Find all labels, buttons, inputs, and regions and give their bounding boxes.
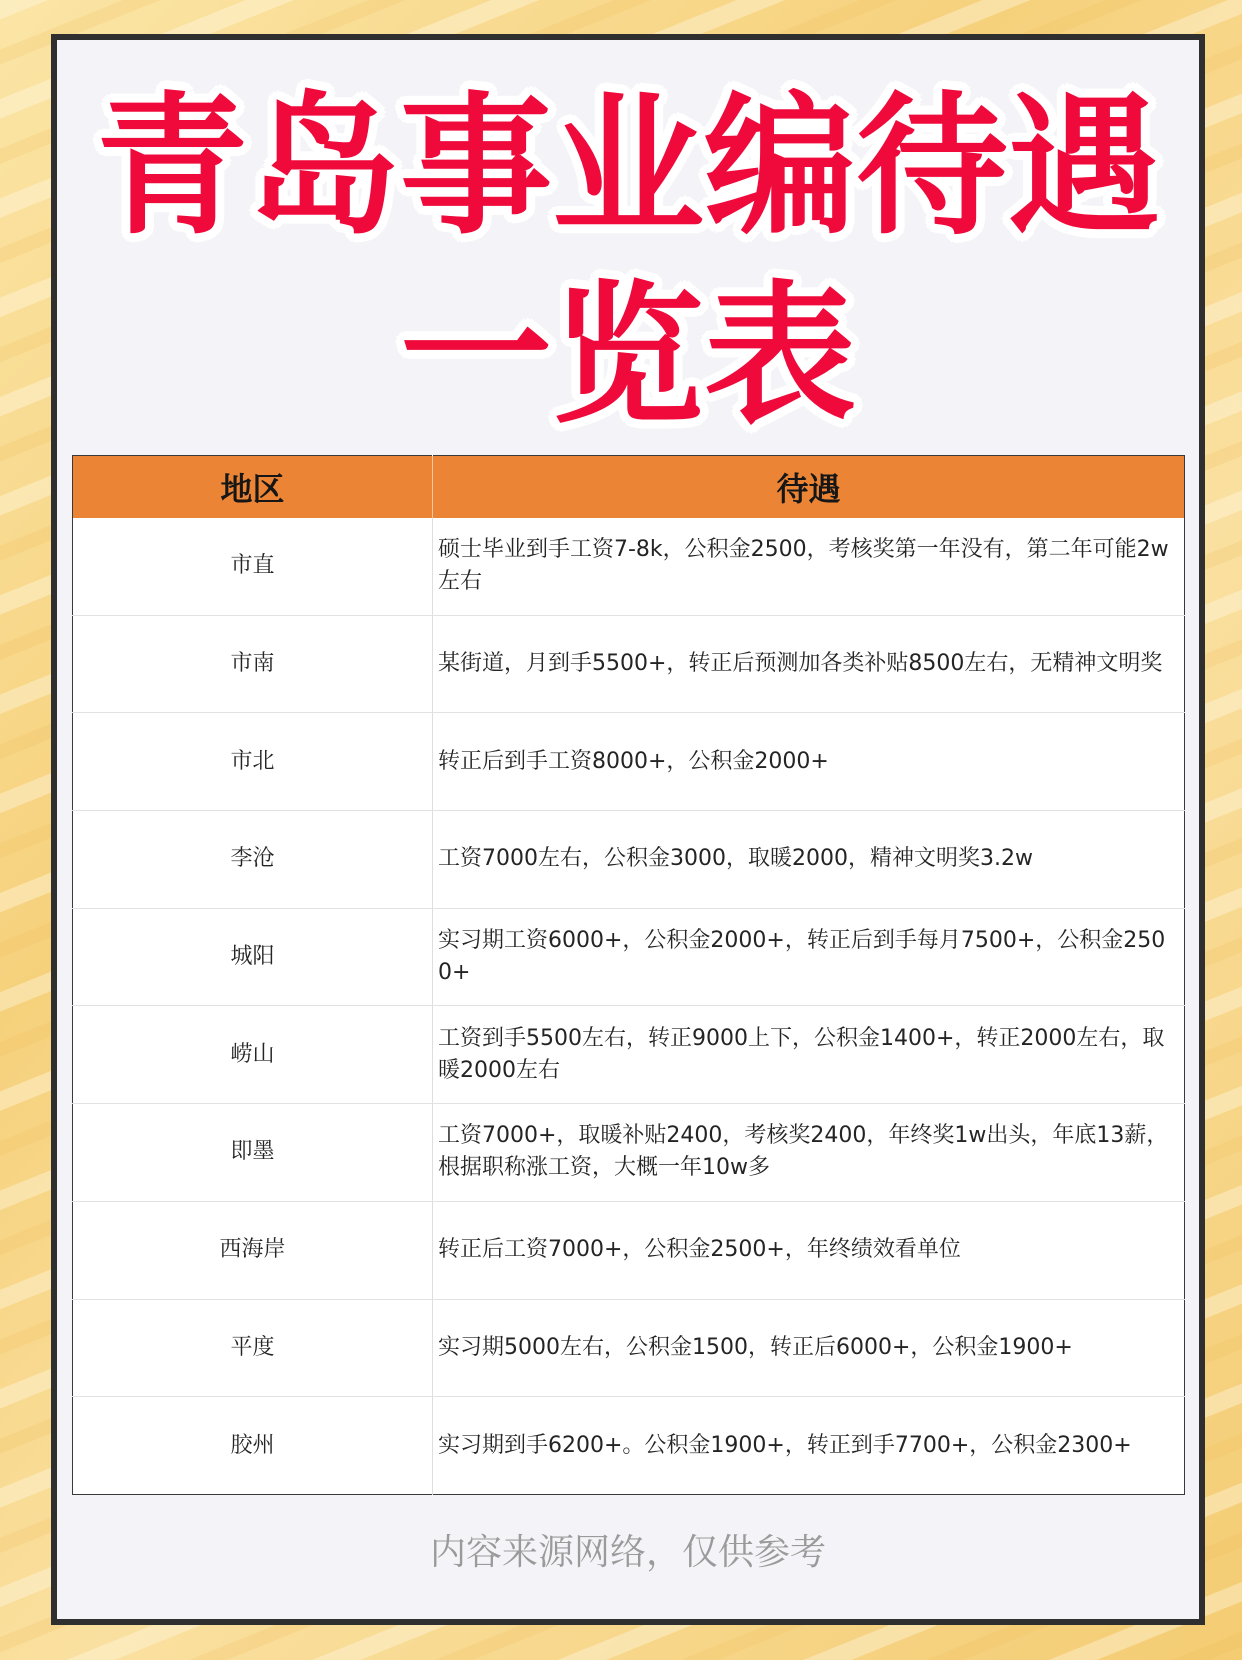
benefits-cell: 工资到手5500左右，转正9000上下，公积金1400+，转正2000左右，取暖2000左右: [433, 1006, 1185, 1104]
benefits-cell: 实习期工资6000+，公积金2000+，转正后到手每月7500+，公积金2500+: [433, 908, 1185, 1006]
region-cell: 崂山: [73, 1006, 433, 1104]
region-cell: 市南: [73, 615, 433, 713]
region-cell: 城阳: [73, 908, 433, 1006]
benefits-cell: 实习期到手6200+。公积金1900+，转正到手7700+，公积金2300+: [438, 1432, 1132, 1458]
table-row: [73, 908, 1185, 1006]
region-cell: 市直: [73, 518, 433, 615]
table-row: [73, 518, 1185, 615]
region-cell: 西海岸: [73, 1201, 433, 1299]
title-line-2: 一览表: [400, 267, 856, 444]
header-region: 地区: [73, 456, 433, 519]
table-row: [73, 811, 1185, 909]
table-row: [73, 1201, 1185, 1299]
benefits-cell: 工资7000+，取暖补贴2400，考核奖2400，年终奖1w出头，年底13薪，根据职称涨工资，大概一年10w多: [433, 1104, 1185, 1202]
benefits-cell: 工资7000左右，公积金3000，取暖2000，精神文明奖3.2w: [433, 811, 1185, 909]
benefits-table: [72, 455, 1185, 1495]
title-line-1: 青岛事业编待遇: [96, 78, 1160, 255]
table-row: [73, 1397, 1185, 1495]
region-cell: 市北: [73, 713, 433, 811]
region-cell: 平度: [73, 1299, 433, 1397]
table-row: [73, 713, 1185, 811]
footer-note: 内容来源网络，仅供参考: [429, 1532, 826, 1573]
benefits-cell: 实习期5000左右，公积金1500，转正后6000+，公积金1900+: [433, 1299, 1185, 1397]
region-cell: 胶州: [73, 1397, 433, 1495]
header-benefits: 待遇: [433, 456, 1185, 519]
poster-title: [51, 72, 1205, 450]
table-row: [73, 1104, 1185, 1202]
table-row: [73, 1299, 1185, 1397]
benefits-cell: 转正后到手工资8000+，公积金2000+: [433, 713, 1185, 811]
benefits-cell: 硕士毕业到手工资7-8k，公积金2500，考核奖第一年没有，第二年可能2w左右: [433, 518, 1185, 615]
benefits-cell: 转正后工资7000+，公积金2500+，年终绩效看单位: [433, 1201, 1185, 1299]
benefits-cell: 某街道，月到手5500+，转正后预测加各类补贴8500左右，无精神文明奖: [433, 615, 1185, 713]
region-cell: 即墨: [73, 1104, 433, 1202]
region-cell: 李沧: [73, 811, 433, 909]
table-row: [73, 1006, 1185, 1104]
table-row: [73, 615, 1185, 713]
table-header-row: [73, 456, 1185, 519]
